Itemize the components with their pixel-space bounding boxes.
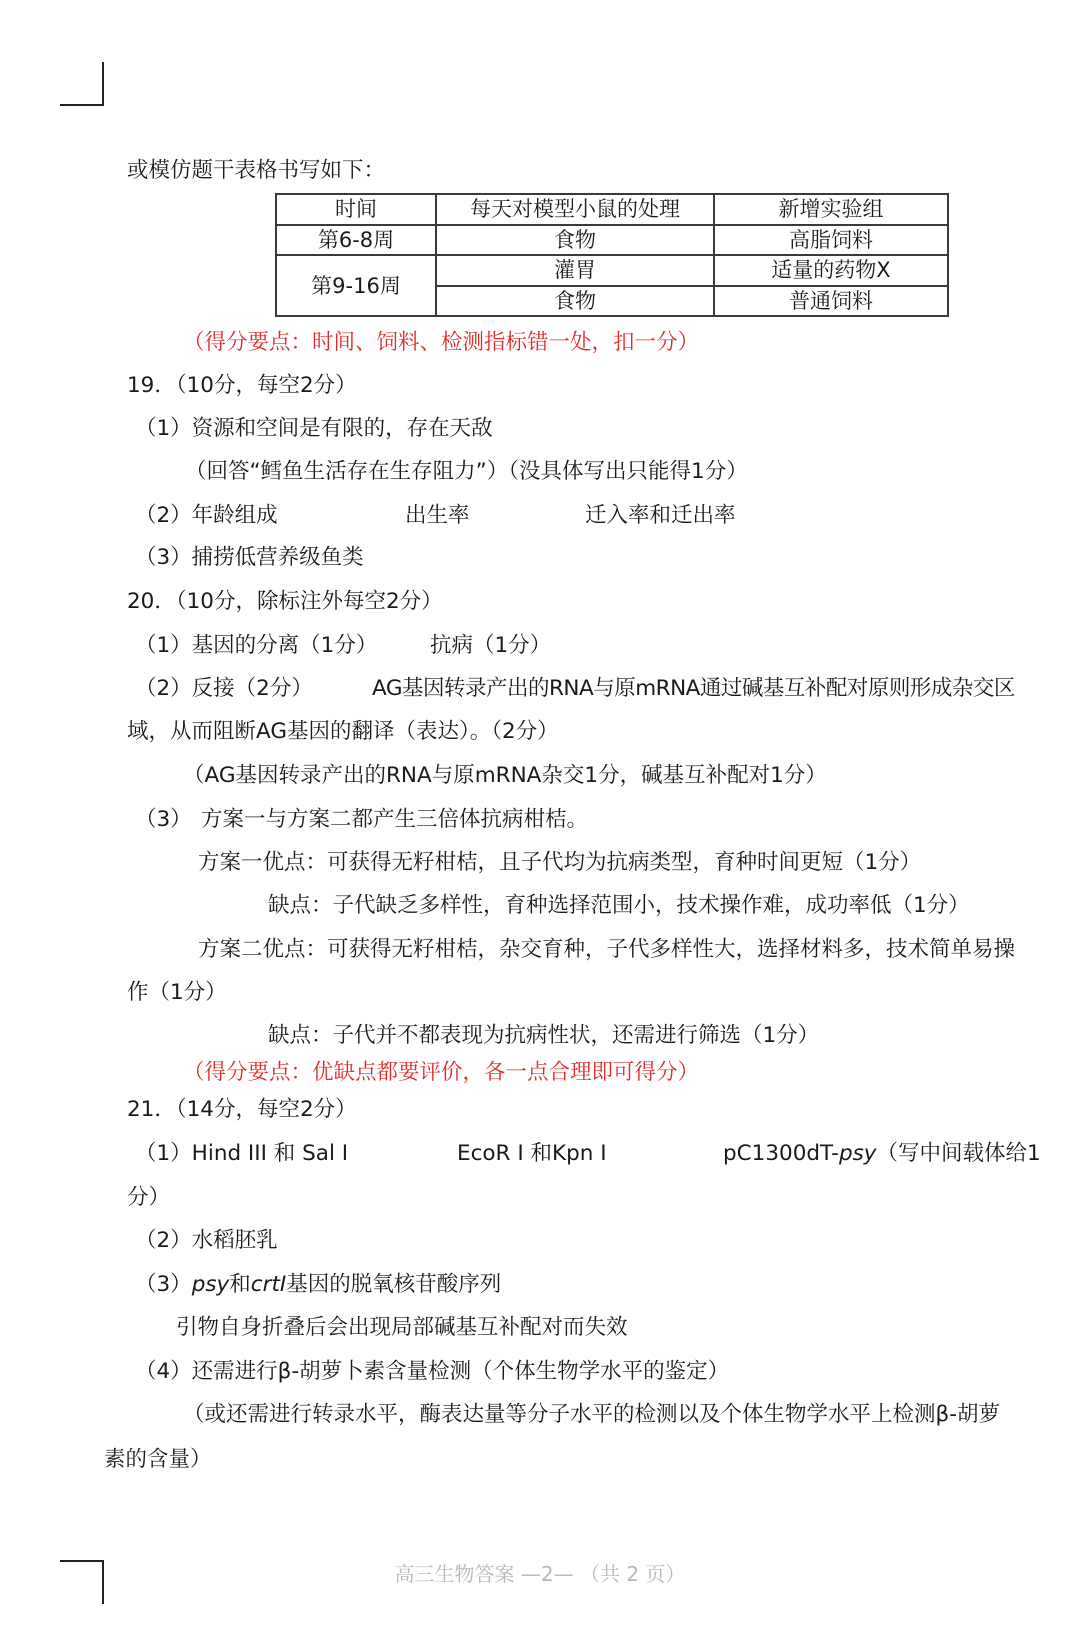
table-header-cell: 时间 <box>276 194 436 225</box>
table-cell: 高脂饲料 <box>714 225 948 256</box>
q21-answer-1-c-post: （写中间载体给1 <box>876 1141 1041 1166</box>
q20-answer-1-a: （1）基因的分离（1分） <box>135 633 378 658</box>
q19-answer-1-note: （回答“鳕鱼生活存在生存阻力”）（没具体写出只能得1分） <box>185 459 748 484</box>
q19-answer-2-b: 出生率 <box>405 503 470 528</box>
table-header-row <box>276 194 948 225</box>
q21-answer-4-note: （或还需进行转录水平，酶表达量等分子水平的检测以及个体生物学水平上检测β-胡萝 <box>183 1402 1000 1427</box>
table-cell: 适量的药物X <box>714 255 948 286</box>
q20-answer-2-a: （2）反接（2分） <box>135 676 313 701</box>
q21-answer-3-gene-psy: psy <box>191 1272 230 1297</box>
q20-plan2-advantage: 方案二优点：可获得无籽柑桔，杂交育种，子代多样性大，选择材料多，技术简单易操 <box>198 937 1016 962</box>
q19-answer-3: （3）捕捞低营养级鱼类 <box>135 545 364 570</box>
q21-answer-1-b: EcoR I 和Kpn I <box>457 1141 607 1166</box>
q21-answer-3-line2: 引物自身折叠后会出现局部碱基互补配对而失效 <box>176 1315 628 1340</box>
table-row <box>276 225 948 256</box>
q20-plan1-advantage: 方案一优点：可获得无籽柑桔，且子代均为抗病类型，育种时间更短（1分） <box>198 850 922 875</box>
q19-answer-2-c: 迁入率和迁出率 <box>585 503 736 528</box>
table-cell: 食物 <box>436 225 714 256</box>
table-cell: 食物 <box>436 286 714 317</box>
q21-answer-1-c <box>723 1140 1041 1168</box>
q20-answer-2-b: AG基因转录产出的RNA与原mRNA通过碱基互补配对原则形成杂交区 <box>372 676 1015 701</box>
table-cell: 普通饲料 <box>714 286 948 317</box>
crop-mark-top <box>60 62 104 106</box>
q21-title: 21．（14分，每空2分） <box>127 1097 357 1122</box>
q20-plan2-advantage-cont: 作（1分） <box>127 980 227 1005</box>
q20-answer-3-text: 方案一与方案二都产生三倍体抗病柑桔。 <box>201 807 589 832</box>
q21-answer-3-text: 基因的脱氧核苷酸序列 <box>286 1272 502 1297</box>
q21-answer-4: （4）还需进行β-胡萝卜素含量检测（个体生物学水平的鉴定） <box>135 1359 730 1384</box>
table-cell: 灌胃 <box>436 255 714 286</box>
q21-answer-1-cont: 分） <box>127 1185 171 1210</box>
q21-answer-4-cont: 素的含量） <box>104 1447 212 1472</box>
q21-answer-3 <box>135 1271 501 1299</box>
q20-plan1-disadvantage: 缺点：子代缺乏多样性，育种选择范围小，技术操作难，成功率低（1分） <box>268 893 970 918</box>
table-header-cell: 新增实验组 <box>714 194 948 225</box>
q21-answer-3-and: 和 <box>229 1272 251 1297</box>
q20-answer-3-label: （3） <box>135 807 192 832</box>
q20-plan2-disadvantage: 缺点：子代并不都表现为抗病性状，还需进行筛选（1分） <box>268 1023 820 1048</box>
q21-answer-1-a: （1）Hind III 和 Sal I <box>135 1141 349 1166</box>
treatment-table <box>275 193 949 317</box>
q20-answer-2-cont: 域，从而阻断AG基因的翻译（表达）。（2分） <box>127 719 559 744</box>
table-row <box>276 255 948 286</box>
q19-answer-1: （1）资源和空间是有限的，存在天敌 <box>135 416 493 441</box>
q21-answer-1-c-gene: psy <box>838 1141 877 1166</box>
table-cell: 第9-16周 <box>276 255 436 316</box>
score-note-18: （得分要点：时间、饲料、检测指标错一处，扣一分） <box>183 330 700 355</box>
q19-title: 19．（10分，每空2分） <box>127 373 357 398</box>
q19-answer-2-a: （2）年龄组成 <box>135 503 278 528</box>
q20-answer-2-note: （AG基因转录产出的RNA与原mRNA杂交1分，碱基互补配对1分） <box>183 763 827 788</box>
q21-answer-2: （2）水稻胚乳 <box>135 1228 278 1253</box>
q21-answer-1-c-pre: pC1300dT- <box>723 1141 839 1166</box>
q21-answer-3-label: （3） <box>135 1272 192 1297</box>
q20-title: 20．（10分，除标注外每空2分） <box>127 589 443 614</box>
table-header-cell: 每天对模型小鼠的处理 <box>436 194 714 225</box>
q21-answer-3-gene-crti: crtI <box>250 1272 287 1297</box>
q20-score-note: （得分要点：优缺点都要评价，各一点合理即可得分） <box>183 1060 700 1085</box>
intro-text: 或模仿题干表格书写如下： <box>127 158 386 183</box>
page-footer: 高三生物答案 —2— （共 2 页） <box>394 1562 686 1586</box>
table-cell: 第6-8周 <box>276 225 436 256</box>
q20-answer-1-b: 抗病（1分） <box>430 633 552 658</box>
